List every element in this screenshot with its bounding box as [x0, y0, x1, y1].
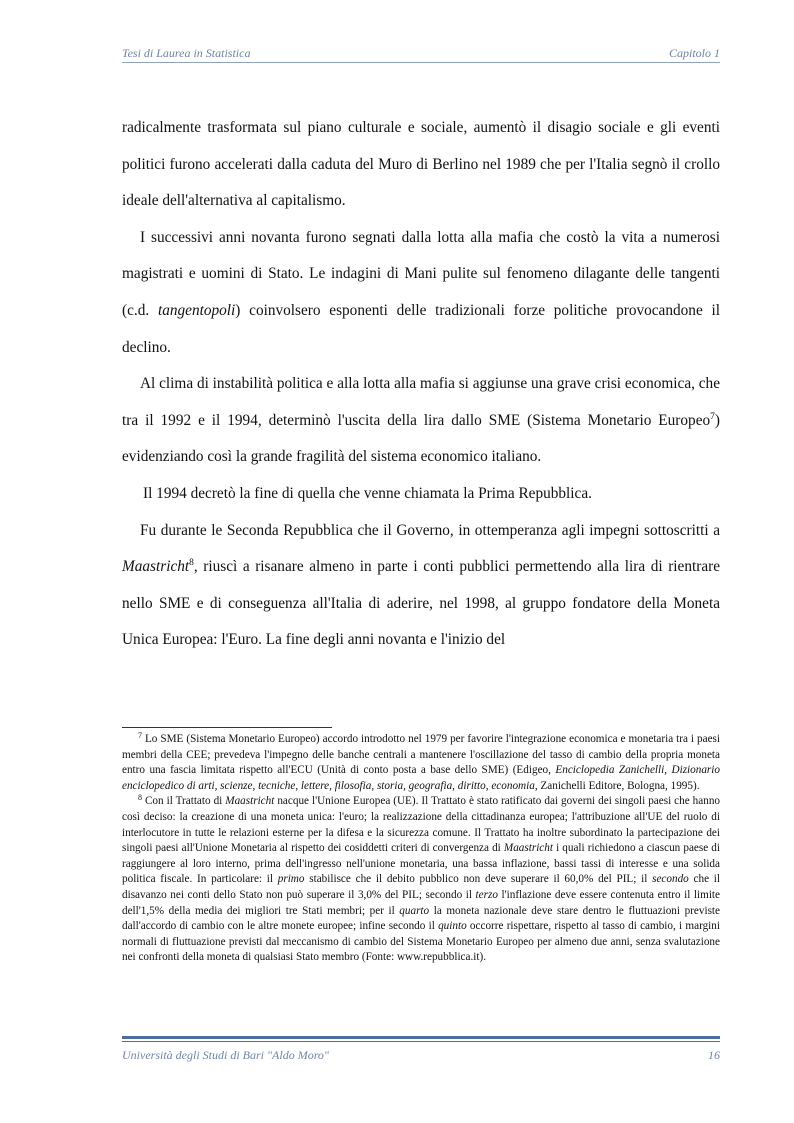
- page-number: 16: [708, 1048, 720, 1062]
- footnote-7-italic-title: Enciclopedia Zanichelli, Dizionario enciclopedico di arti, scienze, tecniche, lettere, filosofia, storia, geografia, diritto, economia: [122, 764, 720, 792]
- footnote-8-text-f: l'inflazione deve essere contenuta entro il limite dell'1,5% della media dei migliori tre Stati membri; per il: [122, 888, 721, 917]
- paragraph-2: [122, 220, 720, 366]
- header-thesis-title: Tesi di Laurea in Statistica: [122, 46, 251, 60]
- paragraph-1: [122, 110, 720, 220]
- footer-divider-thick: [122, 1036, 720, 1039]
- main-text: [122, 110, 720, 659]
- footnote-8-text-d: stabilisce che il debito pubblico non deve superare il 60,0% del PIL; il: [304, 873, 653, 886]
- footnote-ref-8[interactable]: 8: [189, 558, 194, 569]
- paragraph-2-text-b: ) coinvolsero esponenti delle tradizionali forze politiche provocandone il declino.: [122, 301, 720, 356]
- paragraph-4-text: Il 1994 decretò la fine di quella che venne chiamata la Prima Repubblica.: [143, 484, 592, 502]
- footnote-8-text-a: Con il Trattato di: [142, 795, 226, 808]
- footnote-7-text-a: Lo SME (Sistema Monetario Europeo) accordo introdotto nel 1979 per favorire l'integrazione economica e monetaria tra i paesi membri della CEE; prevedeva l'impegno delle banche centrali a mantenere l'oscillazione del tasso di cambio della propria moneta entro una fascia limitata rispetto all'ECU (Unità di conto posta a base dello SME) (Edigeo,: [122, 733, 720, 777]
- footnote-8-text-e: che il disavanzo nei conti dello Stato non può superare il 3,0% del PIL; secondo il: [122, 873, 720, 901]
- footnote-7-number: 7: [138, 731, 142, 740]
- paragraph-1-text: radicalmente trasformata sul piano culturale e sociale, aumentò il disagio sociale e gli eventi politici furono accelerati dalla caduta del Muro di Berlino nel 1989 che per l'Italia segnò il crollo ideale dell'alternativa al capitalismo.: [122, 119, 720, 210]
- paragraph-3-text-a: Al clima di instabilità politica e alla lotta alla mafia si aggiunse una grave crisi economica, che tra il 1992 e il 1994, determinò l'uscita della lira dallo SME (Sistema Monetario Europeo: [122, 375, 720, 429]
- footnote-7-text-b: , Zanichelli Editore, Bologna, 1995).: [534, 779, 700, 792]
- footnote-8-italic-1: Maastricht: [225, 795, 275, 808]
- footnote-8-text-c: i quali richiedono a ciascun paese di raggiungere al loro interno, prima dell'ingresso nell'unione monetaria, una bassa inflazione, bassi tassi di interesse e una solida politica fiscale. In particolare: il: [122, 842, 720, 886]
- page-footer: [122, 1048, 720, 1064]
- footnote-7: [122, 732, 720, 794]
- footnotes: [122, 732, 720, 966]
- paragraph-5-text-a: Fu durante le Seconda Repubblica che il Governo, in ottemperanza agli impegni sottoscritti a: [140, 521, 720, 539]
- footnote-8-italic-5: terzo: [475, 888, 498, 901]
- paragraph-4: [122, 476, 720, 513]
- footnote-8-number: 8: [138, 793, 142, 803]
- footnote-8-text-b: nacque l'Unione Europea (UE). Il Trattato è stato ratificato dai governi dei singoli paesi che hanno così deciso: la creazione di una moneta unica: l'euro; la realizzazione della cittadinanza europea; l'attribuzione all'UE del ruolo di interlocutore in tutte le relazioni esterne per la difesa e la sicurezza comune. Il Trattato ha inoltre subordinato la partecipazione dei singoli paesi all'Unione Monetaria al rispetto dei cosiddetti criteri di convergenza di: [122, 795, 721, 855]
- footnote-ref-7[interactable]: 7: [710, 411, 715, 422]
- paragraph-5-text-b: , riuscì a risanare almeno in parte i conti pubblici permettendo alla lira di rientrare nello SME e di conseguenza all'Italia di aderire, nel 1998, al gruppo fondatore della Moneta Unica Europea: l'Euro. La fine degli anni novanta e l'inizio del: [122, 558, 720, 649]
- footer-divider-thin: [122, 1041, 720, 1042]
- page-header: [122, 46, 720, 62]
- paragraph-5: [122, 513, 720, 659]
- header-divider: [122, 62, 720, 63]
- paragraph-5-italic-term: Maastricht: [122, 558, 190, 576]
- paragraph-3-text-b: ) evidenziando così la grande fragilità del sistema economico italiano.: [122, 411, 720, 466]
- paragraph-2-italic-term: tangentopoli: [157, 301, 236, 319]
- footnote-8-italic-3: primo: [277, 873, 305, 886]
- footnote-separator: [122, 727, 332, 728]
- footnote-8-italic-7: quinto: [438, 920, 467, 933]
- footnote-8-text-g: la moneta nazionale deve stare dentro le fluttuazioni previste dall'accordo di cambio con le altre monete europee; infine secondo il: [122, 904, 720, 933]
- footnote-8-text-h: occorre rispettare, rispetto al tasso di cambio, i margini normali di fluttuazione previsti dal meccanismo di cambio del Sistema Monetario Europeo per almeno due anni, senza svalutazione nei confronti della moneta di qualsiasi Stato membro (Fonte: www.repubblica.it).: [122, 920, 720, 964]
- paragraph-3: [122, 366, 720, 476]
- footnote-8-italic-4: secondo: [652, 873, 689, 886]
- footer-university: Università degli Studi di Bari "Aldo Moro": [122, 1048, 329, 1062]
- footnote-8-italic-2: Maastricht: [503, 842, 553, 855]
- header-chapter: Capitolo 1: [668, 46, 720, 60]
- footnote-8-italic-6: quarto: [399, 904, 430, 917]
- paragraph-2-text-a: I successivi anni novanta furono segnati dalla lotta alla mafia che costò la vita a numerosi magistrati e uomini di Stato. Le indagini di Mani pulite sul fenomeno dilagante delle tangenti (c.d.: [122, 228, 720, 319]
- footnote-8: [122, 794, 720, 966]
